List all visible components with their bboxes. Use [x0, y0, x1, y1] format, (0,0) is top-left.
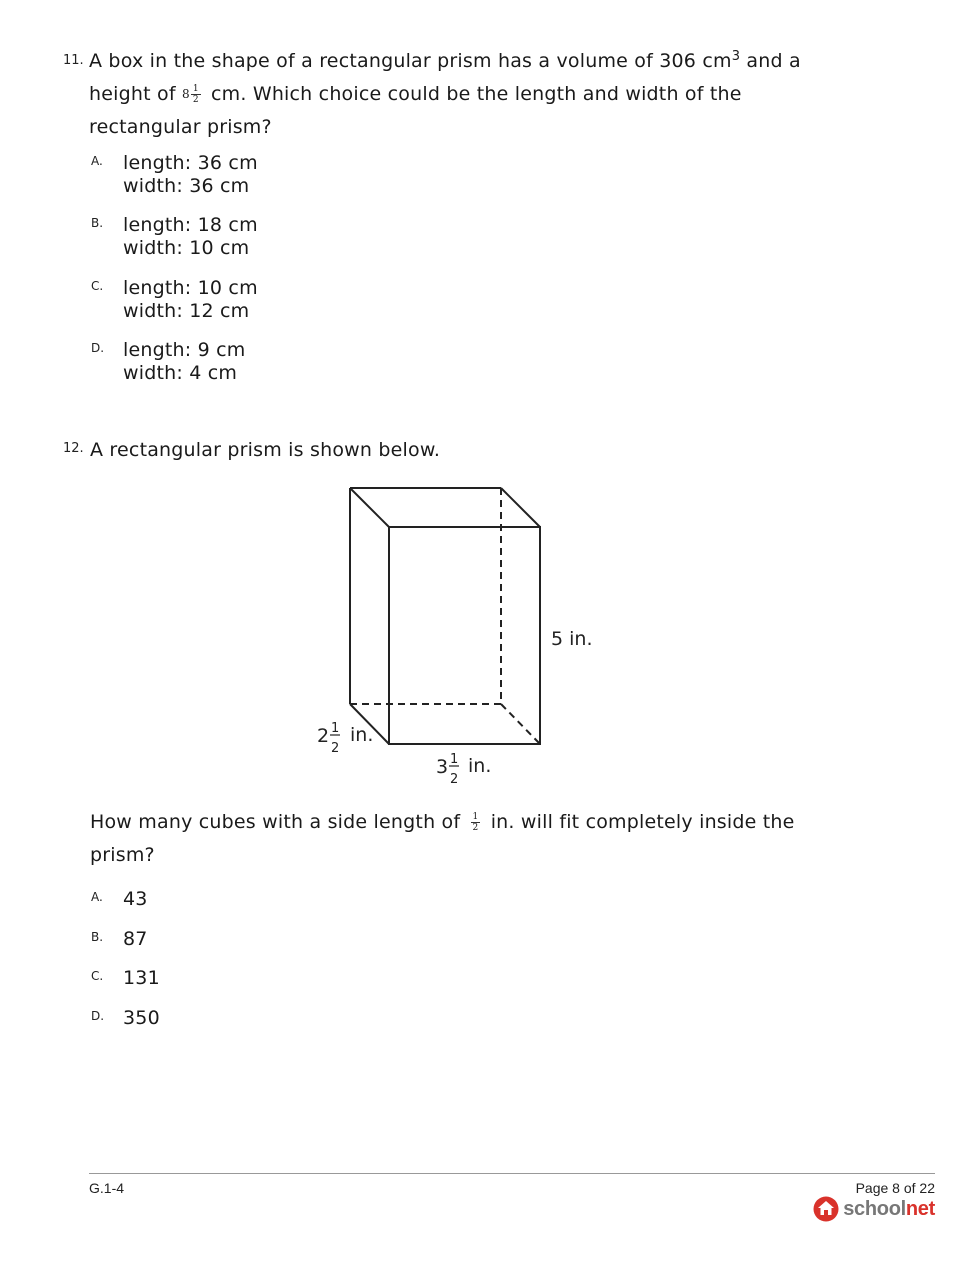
svg-text:1: 1: [450, 752, 459, 767]
svg-text:3: 3: [436, 756, 449, 778]
length-label: [436, 752, 491, 787]
height-mixed-number: 8 $\frac{1}{2}$: [181, 84, 199, 105]
footer-divider: [89, 1173, 935, 1174]
side-length-fraction: $\frac{1}{2}$: [472, 812, 479, 833]
height-label: 5 in.: [551, 628, 593, 650]
svg-text:in.: in.: [468, 755, 492, 777]
prism-diagram: [300, 470, 620, 790]
question-stem: A rectangular prism is shown below.: [90, 439, 441, 461]
svg-text:in.: in.: [350, 724, 374, 746]
svg-text:2: 2: [331, 741, 340, 756]
standard-code: G.1-4: [89, 1180, 125, 1196]
rectangular-prism-figure: [300, 470, 620, 794]
schoolnet-logo: schoolnet: [813, 1196, 935, 1222]
page-number: Page 8 of 22: [855, 1180, 935, 1196]
svg-text:1: 1: [331, 721, 340, 736]
svg-text:2: 2: [450, 772, 459, 787]
question-number: 12.: [63, 441, 84, 456]
svg-text:2: 2: [317, 725, 330, 747]
question-number: 11.: [63, 53, 84, 68]
question-prompt: How many cubes with a side length of $\frac{1}{2}$ in. will fit completely inside the prism?: [90, 811, 795, 866]
depth-label: [317, 721, 373, 756]
house-icon: [813, 1196, 839, 1222]
question-stem: A box in the shape of a rectangular prism has a volume of 306 $cm^3$ and a height of 8 $\frac{1}{2}$ cm. Which choice could be the length and width of the rectangular prism?: [89, 49, 801, 138]
